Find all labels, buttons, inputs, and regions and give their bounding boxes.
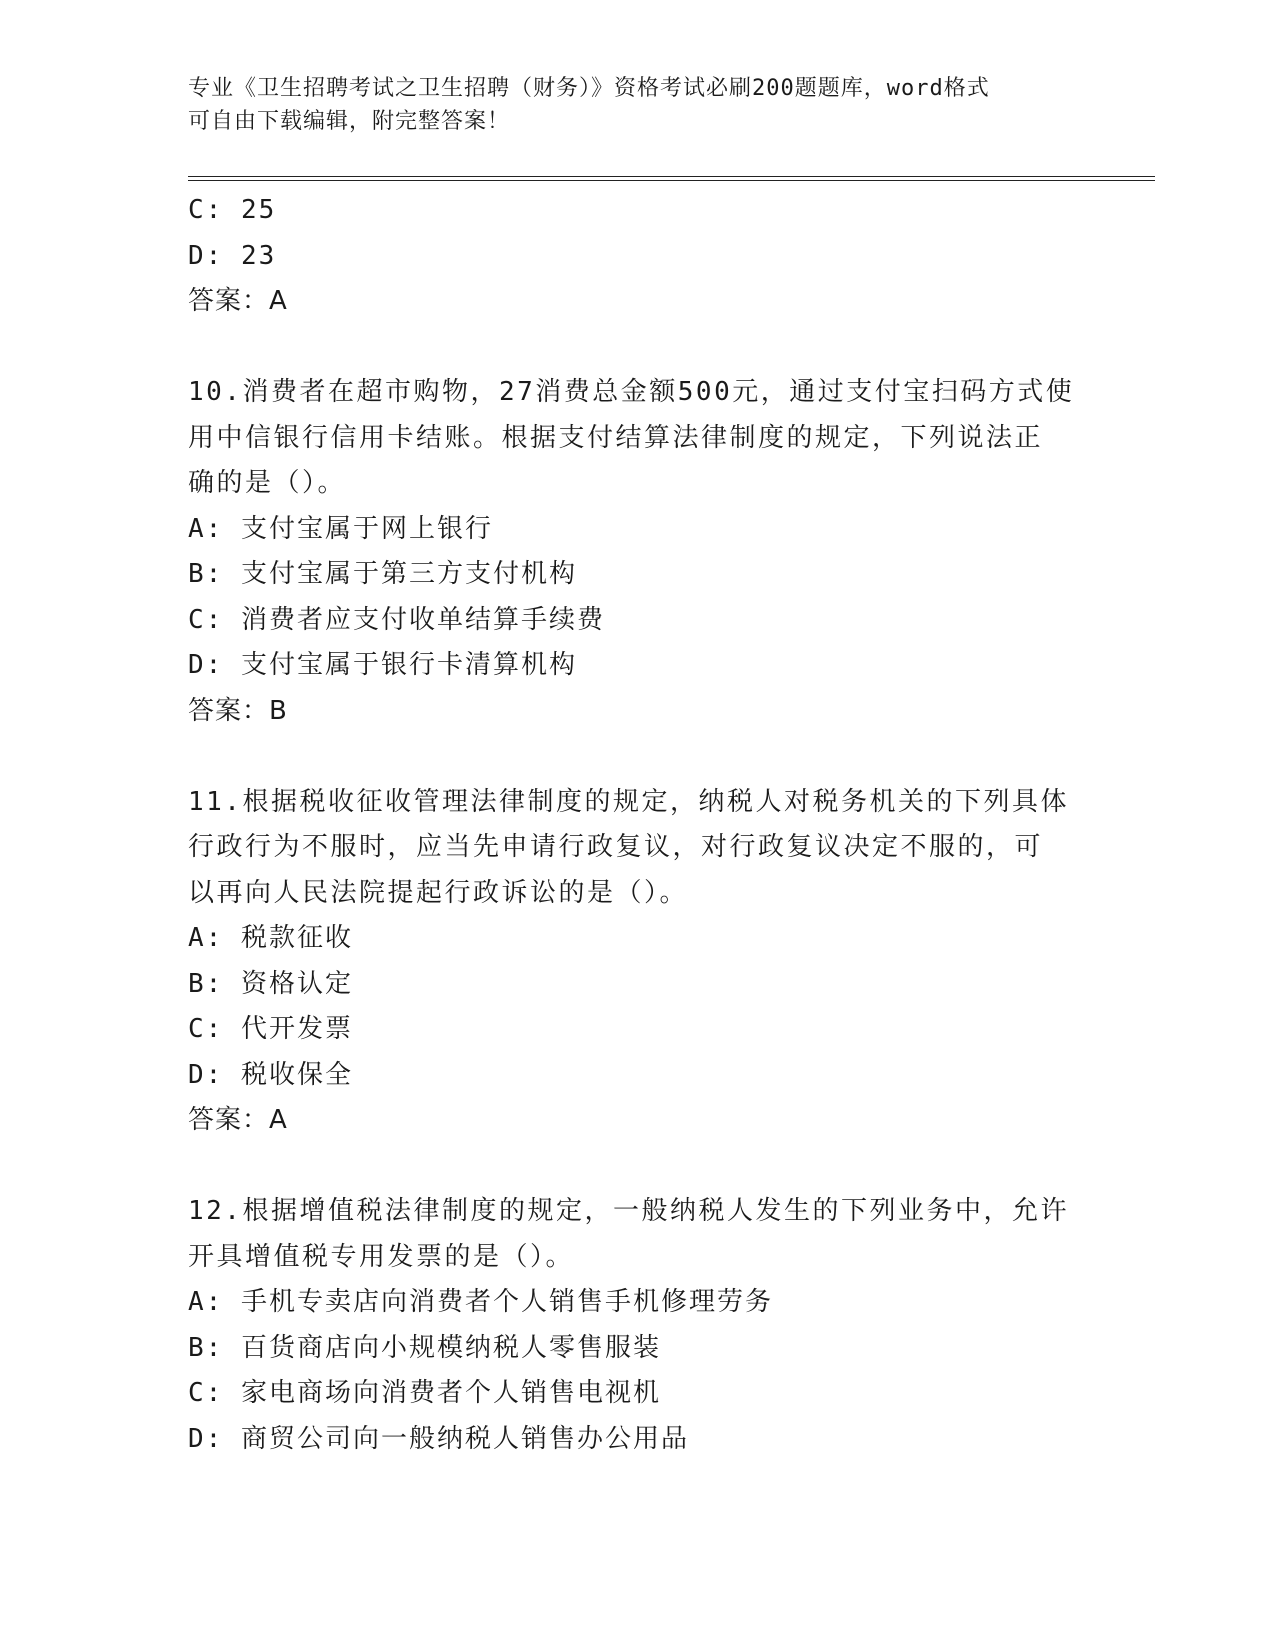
option-c xyxy=(188,1007,1088,1053)
stem-line: 12.根据增值税法律制度的规定，一般纳税人发生的下列业务中，允许 xyxy=(188,1196,1069,1226)
option-text: 支付宝属于第三方支付机构 xyxy=(240,559,577,589)
option-text: 25 xyxy=(240,195,277,225)
option-c xyxy=(188,598,1088,644)
stem-line: 用中信银行信用卡结账。根据支付结算法律制度的规定，下列说法正 xyxy=(188,422,1044,453)
header-line-1: 专业《卫生招聘考试之卫生招聘（财务）》资格考试必刷200题题库，word格式 xyxy=(188,76,990,101)
page-header xyxy=(188,72,1068,138)
option-label: B: xyxy=(188,559,224,589)
option-text: 税款征收 xyxy=(240,923,353,953)
option-b xyxy=(188,962,1088,1008)
spacer xyxy=(188,734,1088,780)
option-text: 消费者应支付收单结算手续费 xyxy=(240,604,605,635)
option-text: 代开发票 xyxy=(240,1014,353,1044)
option-label: C: xyxy=(188,604,224,635)
option-text: 支付宝属于网上银行 xyxy=(240,513,493,544)
option-text: 23 xyxy=(240,240,277,271)
prev-question xyxy=(188,188,1088,325)
stem-line: 行政行为不服时，应当先申请行政复议，对行政复议决定不服的，可 xyxy=(188,832,1044,862)
option-label: D: xyxy=(188,650,224,680)
stem-line: 11.根据税收征收管理法律制度的规定，纳税人对税务机关的下列具体 xyxy=(188,786,1069,817)
question-stem xyxy=(188,1189,1088,1280)
option-text: 商贸公司向一般纳税人销售办公用品 xyxy=(240,1423,689,1454)
option-c xyxy=(188,1371,1088,1417)
stem-line: 开具增值税专用发票的是（）。 xyxy=(188,1241,575,1272)
option-label: D: xyxy=(188,1059,224,1090)
question-stem xyxy=(188,370,1088,507)
answer-line: 答案：A xyxy=(188,1105,288,1135)
option-label: A: xyxy=(188,513,224,544)
option-d xyxy=(188,1053,1088,1099)
option-d xyxy=(188,643,1088,689)
option-a xyxy=(188,507,1088,553)
option-text: 手机专卖店向消费者个人销售手机修理劳务 xyxy=(240,1287,773,1317)
answer-line: 答案：B xyxy=(188,695,288,726)
option-label: D: xyxy=(188,240,224,271)
option-text: 支付宝属于银行卡清算机构 xyxy=(240,650,577,680)
option-c xyxy=(188,188,1088,234)
option-a xyxy=(188,916,1088,962)
spacer xyxy=(188,1144,1088,1190)
question-11 xyxy=(188,780,1088,1144)
option-label: B: xyxy=(188,1332,224,1363)
question-12 xyxy=(188,1189,1088,1462)
stem-line: 确的是（）。 xyxy=(188,468,347,498)
option-label: C: xyxy=(188,195,224,225)
stem-line: 10.消费者在超市购物，27消费总金额500元，通过支付宝扫码方式使 xyxy=(188,377,1075,407)
option-b xyxy=(188,1326,1088,1372)
option-text: 税收保全 xyxy=(240,1059,353,1090)
option-text: 资格认定 xyxy=(240,968,353,999)
option-label: A: xyxy=(188,923,224,953)
option-text: 百货商店向小规模纳税人零售服装 xyxy=(240,1332,661,1363)
option-label: C: xyxy=(188,1014,224,1044)
option-label: C: xyxy=(188,1378,224,1408)
option-label: B: xyxy=(188,968,224,999)
question-10 xyxy=(188,370,1088,734)
option-b xyxy=(188,552,1088,598)
option-d xyxy=(188,1417,1088,1463)
document-body xyxy=(188,188,1088,1462)
stem-line: 以再向人民法院提起行政诉讼的是（）。 xyxy=(188,877,689,908)
option-label: D: xyxy=(188,1423,224,1454)
spacer xyxy=(188,325,1088,371)
option-text: 家电商场向消费者个人销售电视机 xyxy=(240,1378,661,1408)
header-line-2: 可自由下载编辑，附完整答案！ xyxy=(188,109,511,134)
answer-line: 答案：A xyxy=(188,286,288,316)
question-stem xyxy=(188,780,1088,917)
option-label: A: xyxy=(188,1287,224,1317)
option-d xyxy=(188,234,1088,280)
header-double-rule xyxy=(188,176,1155,181)
option-a xyxy=(188,1280,1088,1326)
